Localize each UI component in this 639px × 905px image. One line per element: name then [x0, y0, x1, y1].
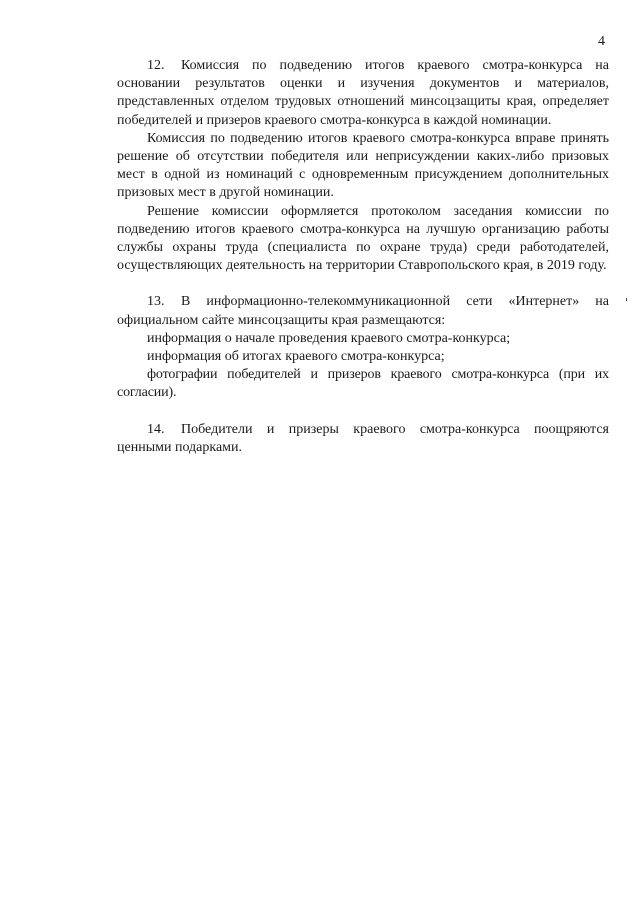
paragraph-12	[117, 57, 609, 130]
paragraph-text: В информационно-телекоммуникационной сети «Интернет» на официальном сайте минсоцзащиты края размещаются:	[117, 294, 609, 328]
paragraph-13	[117, 293, 609, 329]
paragraph-text: Комиссия по подведению итогов краевого смотра-конкурса вправе принять решение об отсутствии победителя или неприсуждении каких-либо призовых мест в одной из номинаций с одновременным присуждением дополнительных призовых мест в другой номинации.	[117, 130, 609, 201]
clause-number: 13.	[147, 294, 165, 310]
paragraph-12-decision	[117, 203, 609, 276]
list-item-text: фотографии победителей и призеров краевого смотра-конкурса (при их согласии).	[117, 367, 609, 401]
clause-number: 14.	[147, 421, 165, 437]
scan-speck	[626, 298, 627, 301]
paragraph-text: Комиссия по подведению итогов краевого смотра-конкурса на основании результатов оценки и изучения документов и материалов, представленных отделом трудовых отношений минсоцзащиты края, определяет победителей и призеров краевого смотра-конкурса в каждой номинации.	[117, 58, 609, 128]
list-item	[117, 366, 609, 402]
page-number: 4	[598, 34, 605, 49]
paragraph-text: Решение комиссии оформляется протоколом заседания комиссии по подведению итогов краевого смотра-конкурса на лучшую организацию работы службы охраны труда (специалиста по охране труда) среди работодателей, осуществляющих деятельность на территории Ставропольского края, в 2019 году.	[117, 203, 609, 274]
list-item-text: информация об итогах краевого смотра-конкурса;	[147, 349, 445, 365]
list-item	[117, 348, 609, 366]
paragraph-14	[117, 421, 609, 457]
document-body	[117, 57, 609, 457]
paragraph-12-commission-rights	[117, 130, 609, 203]
list-item-text: информация о начале проведения краевого смотра-конкурса;	[147, 330, 511, 346]
list-item	[117, 330, 609, 348]
clause-number: 12.	[147, 58, 165, 73]
paragraph-text: Победители и призеры краевого смотра-конкурса поощряются ценными подарками.	[117, 421, 609, 455]
